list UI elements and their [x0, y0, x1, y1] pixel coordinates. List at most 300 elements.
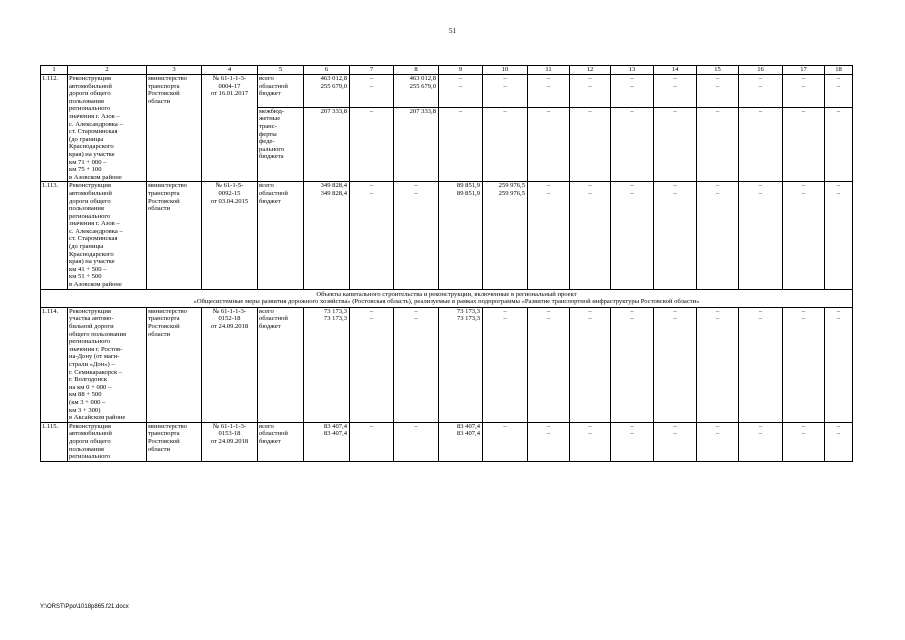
value-col9-line: –: [458, 75, 463, 82]
contract-line: от 16.01.2017: [210, 90, 249, 98]
value-col9: [439, 107, 483, 182]
dash-line: –: [801, 107, 806, 115]
value-col6-line: 207 333,8: [320, 107, 347, 115]
contract-line: от 24.09.2018: [210, 323, 249, 330]
value-col7: [350, 422, 394, 461]
value-col10: [483, 422, 528, 461]
dash-cell: [570, 307, 611, 422]
dash-line: –: [630, 82, 634, 90]
dash-line: –: [588, 307, 592, 315]
funding-source-line: рального: [259, 145, 285, 153]
object-name-line: с. Александровка –: [69, 227, 123, 235]
funding-source-line: областной: [259, 189, 288, 197]
contract-line: № 61-1-1-3-: [212, 75, 247, 82]
value-col10: [483, 75, 528, 108]
value-col10-line: –: [503, 307, 507, 315]
dash-cell: [697, 182, 739, 289]
contract-line: 0004-17: [218, 82, 241, 90]
header-cell: 11: [528, 66, 570, 75]
object-name-line: (км 3 + 000 –: [69, 398, 106, 406]
dash-cell: [528, 182, 570, 289]
object-name-line: в Азовском районе: [69, 281, 122, 289]
header-cell: 10: [483, 66, 528, 75]
value-col10-line: –: [503, 315, 507, 323]
dash-line: –: [801, 182, 806, 190]
value-col8-line: –: [414, 307, 418, 315]
value-col6-line: 349 828,4: [320, 189, 347, 197]
dash-cell: [825, 307, 853, 422]
value-col8-line: –: [414, 189, 418, 197]
value-col10-line: 259 976,5: [498, 189, 525, 197]
object-name-line: регионального: [69, 212, 111, 220]
value-col6: [304, 422, 350, 461]
value-col9-line: 89 851,9: [456, 189, 480, 197]
funding-source-line: жетные: [259, 115, 281, 123]
value-col6-line: 83 407,4: [323, 422, 347, 430]
object-name-line: на-Дону (от маги-: [69, 353, 120, 361]
executor-line: министерство: [148, 422, 187, 430]
dash-line: –: [836, 189, 841, 197]
contract-line: № 61-1-1-3-: [212, 307, 247, 315]
dash-line: –: [836, 107, 841, 115]
dash-line: –: [673, 107, 677, 115]
dash-cell: [611, 75, 654, 108]
dash-line: –: [588, 189, 592, 197]
value-col7-line: –: [369, 422, 374, 430]
value-col8: [394, 422, 439, 461]
value-col8: [394, 182, 439, 289]
dash-line: –: [588, 82, 592, 90]
object-name-line: автомобильной: [69, 430, 112, 438]
value-col9: [439, 182, 483, 289]
dash-line: –: [836, 307, 841, 315]
table-row: [41, 75, 853, 108]
header-cell: 7: [350, 66, 394, 75]
value-col6-line: 463 012,8: [320, 75, 347, 82]
header-cell: 15: [697, 66, 739, 75]
value-col9-line: –: [458, 82, 463, 90]
header-cell: 13: [611, 66, 654, 75]
dash-line: –: [673, 182, 677, 190]
header-cell: 5: [258, 66, 304, 75]
funding-source-line: всего: [259, 422, 274, 430]
object-name-line: г. Семикаракорск –: [69, 368, 123, 376]
executor: [147, 75, 202, 182]
object-name-line: регионального: [69, 338, 111, 346]
dash-cell: [654, 422, 697, 461]
contract-line: от 24.09.2018: [210, 437, 249, 445]
value-col9-line: 73 173,3: [456, 315, 480, 323]
value-col7-line: –: [369, 182, 374, 190]
dash-cell: [611, 107, 654, 182]
dash-line: –: [801, 82, 806, 90]
executor-line: министерство: [148, 182, 187, 190]
dash-cell: [739, 307, 783, 422]
contract-line: 0152-18: [218, 315, 241, 323]
value-col6-line: 73 173,3: [323, 307, 347, 315]
value-col9: [439, 422, 483, 461]
object-name-line: в Аксайском районе: [69, 414, 126, 422]
dash-cell: [697, 107, 739, 182]
value-col6: [304, 75, 350, 108]
object-name-line: значения г. Азов –: [69, 220, 120, 228]
dash-cell: [825, 182, 853, 289]
header-cell: 16: [739, 66, 783, 75]
object-name-line: км 88 + 500: [69, 391, 102, 399]
executor-line: транспорта: [148, 189, 180, 197]
dash-cell: [697, 75, 739, 108]
object-name-line: края) на участке: [69, 150, 115, 158]
object-name-line: края) на участке: [69, 258, 115, 266]
value-col8-line: 207 333,8: [409, 107, 436, 115]
value-col7: [350, 307, 394, 422]
value-col10-line: –: [503, 75, 507, 82]
value-col7-line: –: [369, 189, 374, 197]
dash-line: –: [546, 307, 551, 315]
dash-line: –: [758, 315, 763, 323]
funding-source-line: межбюд-: [259, 107, 285, 115]
value-col10-line: 259 976,5: [498, 182, 525, 190]
executor-line: Ростовской: [148, 323, 180, 330]
funding-source-line: бюджет: [259, 437, 281, 445]
funding-source-line: областной: [259, 315, 288, 323]
funding-source: [258, 182, 304, 289]
dash-line: –: [673, 307, 677, 315]
section-title: [41, 289, 853, 307]
executor-line: министерство: [148, 75, 187, 82]
dash-cell: [570, 75, 611, 108]
value-col9: [439, 75, 483, 108]
object-name-line: пользования: [69, 445, 104, 453]
dash-cell: [528, 307, 570, 422]
object-name: [68, 422, 147, 461]
object-name-line: регионального: [69, 453, 111, 461]
object-name-line: (до границы: [69, 243, 104, 251]
header-cell: 1: [41, 66, 68, 75]
value-col8-line: –: [414, 422, 418, 430]
dash-line: –: [673, 315, 677, 323]
value-col7: [350, 107, 394, 182]
header-cell: 17: [783, 66, 825, 75]
object-name-line: на км 0 + 000 –: [69, 383, 112, 391]
dash-line: –: [758, 107, 763, 115]
value-col7: [350, 182, 394, 289]
object-name-line: значения г. Ростов-: [69, 345, 123, 353]
dash-line: –: [758, 82, 763, 90]
dash-cell: [697, 422, 739, 461]
funding-source-line: бюджет: [259, 197, 281, 205]
dash-line: –: [673, 82, 677, 90]
header-cell: 6: [304, 66, 350, 75]
executor: [147, 422, 202, 461]
value-col7-line: –: [369, 107, 374, 115]
dash-cell: [528, 422, 570, 461]
dash-line: –: [758, 422, 763, 430]
dash-line: –: [801, 422, 806, 430]
dash-line: –: [801, 430, 806, 438]
dash-line: –: [673, 75, 677, 82]
dash-line: –: [758, 189, 763, 197]
funding-source-line: всего: [259, 182, 274, 190]
value-col10: [483, 307, 528, 422]
value-col7-line: –: [369, 82, 374, 90]
value-col8-line: 463 012,8: [409, 75, 436, 82]
object-name-line: бильной дороги: [69, 323, 114, 330]
funding-source-line: бюджета: [259, 153, 284, 161]
funding-source-line: ферты: [259, 130, 277, 138]
dash-line: –: [630, 107, 634, 115]
object-name-line: Краснодарского: [69, 250, 114, 258]
object-name-line: дороги общего: [69, 197, 111, 205]
section-title-line1: Объекты капитального строительства и реконструкции, включенные в региональный проект: [316, 290, 577, 298]
section-row: [41, 289, 853, 307]
page-number: 51: [449, 27, 456, 35]
funding-source-line: областной: [259, 82, 288, 90]
value-col8-line: 255 679,0: [409, 82, 436, 90]
investment-table: [40, 65, 853, 462]
dash-cell: [570, 182, 611, 289]
dash-cell: [739, 182, 783, 289]
object-name-line: км 71 + 000 –: [69, 158, 107, 166]
dash-cell: [611, 182, 654, 289]
value-col10: [483, 182, 528, 289]
dash-line: –: [546, 422, 551, 430]
dash-line: –: [715, 430, 720, 438]
dash-line: –: [630, 75, 634, 82]
value-col7-line: –: [369, 75, 374, 82]
dash-line: –: [836, 315, 841, 323]
dash-cell: [654, 75, 697, 108]
funding-source-line: всего: [259, 307, 274, 315]
object-name-line: пользования: [69, 205, 104, 213]
dash-cell: [611, 307, 654, 422]
dash-line: –: [546, 430, 551, 438]
dash-line: –: [715, 107, 720, 115]
funding-source: [258, 307, 304, 422]
dash-line: –: [630, 315, 634, 323]
dash-line: –: [715, 82, 720, 90]
dash-line: –: [546, 75, 551, 82]
value-col6-line: 83 407,4: [323, 430, 347, 438]
funding-source: [258, 422, 304, 461]
executor-line: транспорта: [148, 430, 180, 438]
object-name: [68, 307, 147, 422]
value-col7-line: –: [369, 315, 374, 323]
object-name-line: страли «Дон») –: [69, 360, 115, 368]
value-col8: [394, 107, 439, 182]
value-col6: [304, 182, 350, 289]
dash-cell: [654, 107, 697, 182]
object-name-line: в Азовском районе: [69, 173, 122, 181]
dash-cell: [783, 307, 825, 422]
object-name-line: км 41 + 500 –: [69, 265, 107, 273]
funding-source-line: транс-: [259, 122, 277, 130]
value-col10-line: –: [503, 82, 507, 90]
object-name-line: с. Александровка –: [69, 120, 123, 128]
dash-cell: [528, 107, 570, 182]
dash-line: –: [588, 315, 592, 323]
contract-line: 0092-15: [218, 189, 241, 197]
dash-line: –: [801, 315, 806, 323]
executor-line: транспорта: [148, 82, 180, 90]
funding-source-line: феде-: [259, 138, 275, 146]
funding-source-line: всего: [259, 75, 274, 82]
object-name-line: регионального: [69, 105, 111, 113]
contract-line: № 61-1-1-3-: [212, 422, 247, 430]
executor: [147, 182, 202, 289]
object-name-line: км 51 + 500: [69, 273, 102, 281]
table-row: [41, 422, 853, 461]
dash-cell: [611, 422, 654, 461]
dash-line: –: [836, 182, 841, 190]
dash-line: –: [630, 189, 634, 197]
header-cell: 9: [439, 66, 483, 75]
file-path-footer: Y:\ORST\Ppo\1018p865.f21.docx: [40, 604, 129, 610]
section-title-line2: «Общесистемные меры развития дорожного хозяйства» (Ростовская область), реализуемые в рамках подпрограммы «Развитие транспортной инфраструктуры Ростовской области»: [193, 298, 700, 306]
dash-cell: [739, 107, 783, 182]
funding-source-line: областной: [259, 430, 288, 438]
executor-line: области: [148, 205, 171, 213]
header-row: [41, 66, 853, 75]
contract-line: от 03.04.2015: [210, 197, 249, 205]
dash-line: –: [758, 430, 763, 438]
value-col10: [483, 107, 528, 182]
dash-line: –: [836, 82, 841, 90]
object-name-line: участка автомо-: [69, 315, 114, 323]
object-name: [68, 75, 147, 182]
dash-line: –: [630, 307, 634, 315]
dash-line: –: [715, 307, 720, 315]
dash-cell: [783, 422, 825, 461]
object-name-line: Реконструкция: [69, 75, 111, 82]
object-name-line: общего пользования: [69, 330, 127, 338]
funding-source-line: бюджет: [259, 90, 281, 98]
row-number: 1.113.: [41, 182, 68, 289]
dash-line: –: [546, 315, 551, 323]
executor-line: министерство: [148, 307, 187, 315]
header-cell: 3: [147, 66, 202, 75]
funding-source-line: бюджет: [259, 323, 281, 330]
value-col6-line: 255 679,0: [320, 82, 347, 90]
dash-line: –: [715, 315, 720, 323]
dash-line: –: [758, 182, 763, 190]
object-name-line: автомобильной: [69, 82, 112, 90]
executor-line: области: [148, 97, 171, 105]
row-number: 1.114.: [41, 307, 68, 422]
dash-cell: [739, 422, 783, 461]
dash-line: –: [758, 75, 763, 82]
object-name-line: Реконструкция: [69, 307, 111, 315]
dash-line: –: [715, 182, 720, 190]
value-col10-line: –: [503, 422, 507, 430]
object-name-line: ст. Староминская: [69, 128, 118, 136]
object-name-line: ст. Староминская: [69, 235, 118, 243]
object-name-line: значения г. Азов –: [69, 112, 120, 120]
header-cell: 2: [68, 66, 147, 75]
value-col8-line: –: [414, 315, 418, 323]
executor-line: области: [148, 330, 171, 338]
contract: [202, 422, 258, 461]
dash-cell: [654, 182, 697, 289]
dash-cell: [570, 107, 611, 182]
dash-line: –: [836, 422, 841, 430]
table-row: [41, 182, 853, 289]
dash-line: –: [588, 75, 592, 82]
dash-line: –: [673, 430, 677, 438]
dash-cell: [825, 107, 853, 182]
value-col8: [394, 75, 439, 108]
dash-line: –: [715, 189, 720, 197]
dash-line: –: [588, 422, 592, 430]
dash-line: –: [836, 430, 841, 438]
value-col7-line: –: [369, 307, 374, 315]
object-name: [68, 182, 147, 289]
contract: [202, 75, 258, 182]
dash-cell: [783, 107, 825, 182]
dash-line: –: [630, 430, 634, 438]
object-name-line: Краснодарского: [69, 143, 114, 151]
executor: [147, 307, 202, 422]
header-cell: 12: [570, 66, 611, 75]
header-cell: 14: [654, 66, 697, 75]
dash-line: –: [758, 307, 763, 315]
object-name-line: дороги общего: [69, 437, 111, 445]
table-row: [41, 307, 853, 422]
value-col6: [304, 307, 350, 422]
contract: [202, 307, 258, 422]
dash-line: –: [673, 189, 677, 197]
dash-cell: [528, 75, 570, 108]
contract: [202, 182, 258, 289]
executor-line: Ростовской: [148, 90, 180, 98]
value-col9-line: 83 407,4: [456, 422, 480, 430]
dash-line: –: [546, 182, 551, 190]
dash-line: –: [588, 182, 592, 190]
row-number: 1.112.: [41, 75, 68, 182]
dash-cell: [654, 307, 697, 422]
dash-line: –: [546, 107, 551, 115]
header-cell: 18: [825, 66, 853, 75]
dash-line: –: [836, 75, 841, 82]
object-name-line: Реконструкция: [69, 182, 111, 190]
dash-line: –: [673, 422, 677, 430]
dash-line: –: [630, 422, 634, 430]
value-col8-line: –: [414, 182, 418, 190]
object-name-line: (до границы: [69, 135, 104, 143]
dash-line: –: [801, 307, 806, 315]
value-col9-line: 89 851,9: [456, 182, 480, 190]
dash-line: –: [801, 75, 806, 82]
executor-line: области: [148, 445, 171, 453]
contract-line: 0153-18: [218, 430, 241, 438]
dash-line: –: [588, 107, 592, 115]
value-col7: [350, 75, 394, 108]
header-cell: 8: [394, 66, 439, 75]
row-number: 1.115.: [41, 422, 68, 461]
dash-line: –: [630, 182, 634, 190]
object-name-line: пользования: [69, 97, 104, 105]
object-name-line: автомобильной: [69, 189, 112, 197]
dash-cell: [783, 75, 825, 108]
value-col9-line: 83 407,4: [456, 430, 480, 438]
value-col6-line: 73 173,3: [323, 315, 347, 323]
dash-cell: [825, 422, 853, 461]
dash-line: –: [801, 189, 806, 197]
object-name-line: Реконструкция: [69, 422, 111, 430]
value-col6-line: 349 828,4: [320, 182, 347, 190]
value-col9: [439, 307, 483, 422]
dash-line: –: [588, 430, 592, 438]
